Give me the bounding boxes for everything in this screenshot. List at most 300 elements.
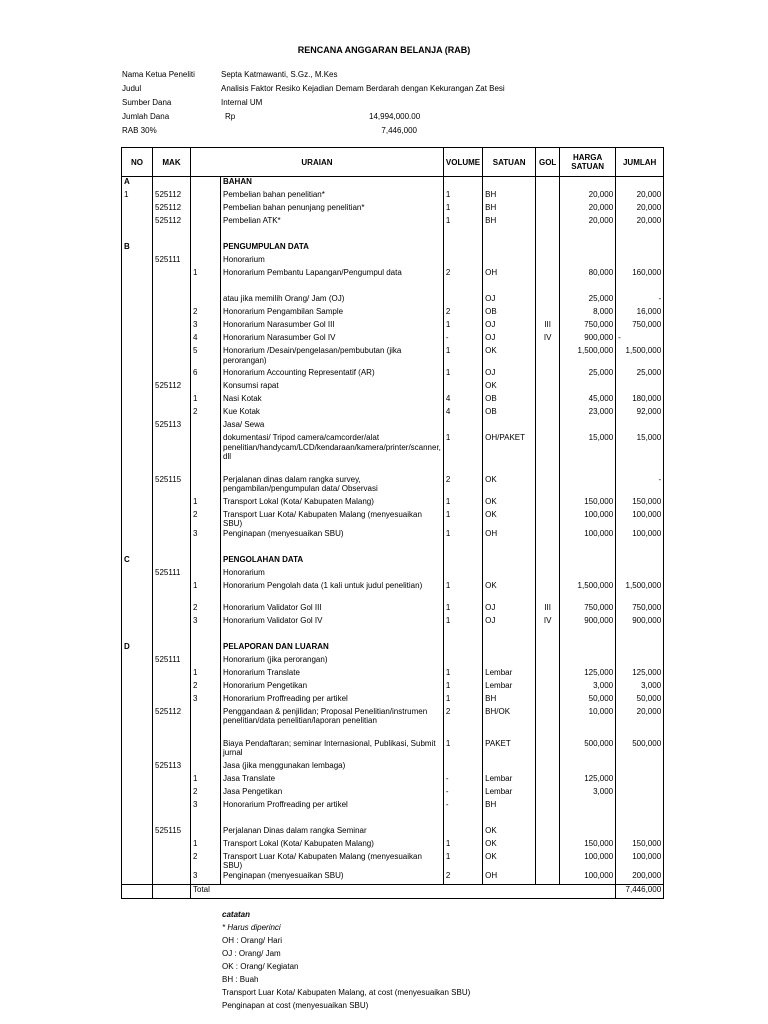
row-sub	[191, 177, 221, 191]
row-jumlah	[616, 761, 664, 774]
row-satuan	[483, 177, 536, 191]
row-gol	[536, 497, 560, 510]
row-mak	[153, 852, 191, 871]
table-row	[122, 555, 664, 568]
table-row	[122, 307, 664, 320]
row-satuan: OK	[483, 381, 536, 394]
row-no	[122, 333, 153, 346]
row-harga	[560, 255, 616, 268]
row-volume: 1	[443, 203, 482, 216]
row-sub: 1	[191, 394, 221, 407]
rab-value: 7,446,000	[381, 126, 417, 135]
row-sub	[191, 655, 221, 668]
row-harga	[560, 555, 616, 568]
row-satuan: Lembar	[483, 787, 536, 800]
row-harga: 1,500,000	[560, 581, 616, 603]
row-uraian	[221, 542, 444, 555]
row-satuan: PAKET	[483, 739, 536, 761]
row-mak	[153, 813, 191, 826]
row-no	[122, 542, 153, 555]
row-gol	[536, 707, 560, 739]
row-uraian: Jasa Translate	[221, 774, 444, 787]
row-harga: 1,500,000	[560, 346, 616, 368]
row-gol	[536, 177, 560, 191]
row-volume	[443, 555, 482, 568]
row-uraian: Penginapan (menyesuaikan SBU)	[221, 871, 444, 885]
table-total-row	[122, 884, 664, 898]
row-uraian: BAHAN	[221, 177, 444, 191]
row-no: C	[122, 555, 153, 568]
row-uraian: Honorarium Accounting Representatif (AR)	[221, 368, 444, 381]
row-no	[122, 320, 153, 333]
row-volume: 1	[443, 852, 482, 871]
info-row-rab	[122, 126, 542, 140]
row-satuan: BH	[483, 800, 536, 813]
row-jumlah: 100,000	[616, 529, 664, 542]
row-harga	[560, 542, 616, 555]
row-no	[122, 668, 153, 681]
row-jumlah: 160,000	[616, 268, 664, 281]
row-satuan	[483, 813, 536, 826]
row-volume	[443, 177, 482, 191]
row-satuan	[483, 761, 536, 774]
row-sub	[191, 475, 221, 497]
row-jumlah	[616, 229, 664, 242]
row-satuan: BH/OK	[483, 707, 536, 739]
row-no	[122, 433, 153, 462]
row-mak	[153, 694, 191, 707]
row-jumlah: 20,000	[616, 190, 664, 203]
row-no	[122, 268, 153, 281]
row-uraian: Honorarium Pengolah data (1 kali untuk judul penelitian)	[221, 581, 444, 603]
row-gol	[536, 655, 560, 668]
row-harga	[560, 800, 616, 813]
row-mak	[153, 681, 191, 694]
row-sub: 1	[191, 497, 221, 510]
row-mak: 525111	[153, 568, 191, 581]
row-sub	[191, 255, 221, 268]
row-mak	[153, 433, 191, 462]
header-jumlah: JUMLAH	[616, 148, 664, 177]
row-satuan: BH	[483, 203, 536, 216]
row-mak	[153, 642, 191, 655]
row-mak	[153, 307, 191, 320]
row-sub	[191, 203, 221, 216]
row-sub	[191, 813, 221, 826]
row-mak	[153, 407, 191, 420]
row-volume	[443, 761, 482, 774]
table-row	[122, 268, 664, 281]
row-volume: 1	[443, 320, 482, 333]
jumlah-label: Jumlah Dana	[122, 112, 170, 121]
row-mak	[153, 800, 191, 813]
row-harga	[560, 826, 616, 839]
row-sub: 2	[191, 407, 221, 420]
row-no	[122, 852, 153, 871]
table-row	[122, 346, 664, 368]
row-uraian	[221, 462, 444, 475]
row-uraian: Honorarium (jika perorangan)	[221, 655, 444, 668]
row-no	[122, 229, 153, 242]
row-no	[122, 307, 153, 320]
row-harga	[560, 177, 616, 191]
row-jumlah	[616, 568, 664, 581]
row-mak	[153, 268, 191, 281]
row-uraian: Honorarium Pengetikan	[221, 681, 444, 694]
total-blank	[153, 884, 191, 898]
row-mak	[153, 242, 191, 255]
row-uraian: Jasa/ Sewa	[221, 420, 444, 433]
row-harga	[560, 381, 616, 394]
row-no	[122, 294, 153, 307]
row-volume: 4	[443, 407, 482, 420]
table-row	[122, 629, 664, 642]
row-harga: 150,000	[560, 497, 616, 510]
row-mak	[153, 629, 191, 642]
row-uraian: Honorarium Translate	[221, 668, 444, 681]
row-satuan: Lembar	[483, 668, 536, 681]
table-row	[122, 420, 664, 433]
table-row	[122, 333, 664, 346]
row-harga: 80,000	[560, 268, 616, 281]
row-mak: 525115	[153, 475, 191, 497]
row-jumlah	[616, 281, 664, 294]
row-mak	[153, 542, 191, 555]
row-mak	[153, 368, 191, 381]
row-satuan: Lembar	[483, 681, 536, 694]
row-gol: IV	[536, 616, 560, 629]
document-title: RENCANA ANGGARAN BELANJA (RAB)	[297, 45, 471, 55]
row-uraian: PELAPORAN DAN LUARAN	[221, 642, 444, 655]
row-gol	[536, 294, 560, 307]
row-no	[122, 216, 153, 229]
row-no	[122, 203, 153, 216]
row-gol	[536, 268, 560, 281]
row-uraian: Transport Lokal (Kota/ Kabupaten Malang)	[221, 839, 444, 852]
row-jumlah	[616, 629, 664, 642]
row-uraian: Honorarium Narasumber Gol III	[221, 320, 444, 333]
row-gol	[536, 852, 560, 871]
header-satuan: SATUAN	[483, 148, 536, 177]
row-satuan: OJ	[483, 616, 536, 629]
row-no	[122, 655, 153, 668]
row-sub: 2	[191, 787, 221, 800]
row-sub: 1	[191, 668, 221, 681]
row-harga	[560, 642, 616, 655]
row-satuan: OB	[483, 307, 536, 320]
table-row	[122, 475, 664, 497]
row-no	[122, 581, 153, 603]
row-satuan	[483, 655, 536, 668]
row-satuan: OJ	[483, 333, 536, 346]
table-row	[122, 462, 664, 475]
row-uraian: Perjalanan dinas dalam rangka survey, pengambilan/pengumpulan data/ Observasi	[221, 475, 444, 497]
row-gol	[536, 255, 560, 268]
table-row	[122, 497, 664, 510]
row-harga: 50,000	[560, 694, 616, 707]
row-mak: 525111	[153, 255, 191, 268]
row-volume: 1	[443, 497, 482, 510]
row-no	[122, 381, 153, 394]
row-gol	[536, 800, 560, 813]
rab-label: RAB 30%	[122, 126, 157, 135]
row-sub: 3	[191, 616, 221, 629]
row-volume	[443, 462, 482, 475]
row-no	[122, 394, 153, 407]
row-satuan	[483, 255, 536, 268]
table-row	[122, 381, 664, 394]
table-row	[122, 681, 664, 694]
row-sub: 3	[191, 529, 221, 542]
row-mak: 525112	[153, 216, 191, 229]
table-row	[122, 568, 664, 581]
row-mak	[153, 320, 191, 333]
row-uraian: Pembelian ATK*	[221, 216, 444, 229]
row-sub: 1	[191, 268, 221, 281]
row-uraian: Nasi Kotak	[221, 394, 444, 407]
row-gol: III	[536, 320, 560, 333]
row-harga: 100,000	[560, 871, 616, 885]
row-sub: 6	[191, 368, 221, 381]
row-uraian: Perjalanan Dinas dalam rangka Seminar	[221, 826, 444, 839]
row-jumlah	[616, 555, 664, 568]
row-satuan: OK	[483, 475, 536, 497]
row-harga: 500,000	[560, 739, 616, 761]
row-uraian: Pembelian bahan penunjang penelitian*	[221, 203, 444, 216]
row-no	[122, 826, 153, 839]
row-satuan: BH	[483, 190, 536, 203]
row-volume: -	[443, 800, 482, 813]
row-mak	[153, 555, 191, 568]
table-row	[122, 707, 664, 739]
row-volume: 1	[443, 681, 482, 694]
row-uraian: PENGUMPULAN DATA	[221, 242, 444, 255]
row-sub	[191, 242, 221, 255]
row-uraian: Biaya Pendaftaran; seminar Internasional, Publikasi, Submit jurnal	[221, 739, 444, 761]
row-harga: 3,000	[560, 787, 616, 800]
note-item: OJ : Orang/ Jam	[222, 949, 281, 958]
row-gol	[536, 542, 560, 555]
row-gol	[536, 433, 560, 462]
row-volume	[443, 294, 482, 307]
row-uraian	[221, 813, 444, 826]
total-value: 7,446,000	[616, 884, 664, 898]
row-harga	[560, 281, 616, 294]
row-mak: 525113	[153, 420, 191, 433]
table-row	[122, 839, 664, 852]
table-row	[122, 668, 664, 681]
row-harga: 750,000	[560, 603, 616, 616]
row-sub: 5	[191, 346, 221, 368]
row-gol	[536, 203, 560, 216]
row-gol	[536, 229, 560, 242]
row-volume	[443, 255, 482, 268]
row-uraian	[221, 629, 444, 642]
row-satuan: OK	[483, 497, 536, 510]
row-volume: -	[443, 787, 482, 800]
row-gol	[536, 368, 560, 381]
jumlah-currency: Rp	[225, 112, 236, 121]
row-gol	[536, 668, 560, 681]
row-uraian: Honorarium Validator Gol III	[221, 603, 444, 616]
row-satuan: OB	[483, 407, 536, 420]
row-volume: 1	[443, 346, 482, 368]
row-no	[122, 629, 153, 642]
note-item: * Harus diperinci	[222, 923, 281, 932]
row-sub: 1	[191, 581, 221, 603]
row-jumlah	[616, 462, 664, 475]
row-satuan: OK	[483, 510, 536, 529]
row-sub	[191, 462, 221, 475]
row-harga: 125,000	[560, 668, 616, 681]
row-mak	[153, 839, 191, 852]
row-sub: 2	[191, 307, 221, 320]
row-volume: -	[443, 333, 482, 346]
row-volume: 1	[443, 739, 482, 761]
row-jumlah: 100,000	[616, 852, 664, 871]
row-sub	[191, 629, 221, 642]
row-no: 1	[122, 190, 153, 203]
row-jumlah	[616, 542, 664, 555]
row-harga: 100,000	[560, 852, 616, 871]
row-sub	[191, 739, 221, 761]
row-harga: 25,000	[560, 294, 616, 307]
row-mak	[153, 346, 191, 368]
row-sub	[191, 190, 221, 203]
row-jumlah: 15,000	[616, 433, 664, 462]
row-gol	[536, 407, 560, 420]
row-no	[122, 694, 153, 707]
row-mak	[153, 462, 191, 475]
row-mak: 525112	[153, 381, 191, 394]
row-no	[122, 707, 153, 739]
row-volume: 2	[443, 307, 482, 320]
row-gol	[536, 346, 560, 368]
row-satuan: OH	[483, 268, 536, 281]
row-no	[122, 346, 153, 368]
row-jumlah: 900,000	[616, 616, 664, 629]
ketua-value: Septa Katmawanti, S.Gz., M.Kes	[221, 70, 338, 79]
row-volume	[443, 813, 482, 826]
row-gol	[536, 694, 560, 707]
row-satuan: OK	[483, 852, 536, 871]
row-harga: 900,000	[560, 333, 616, 346]
table-header-row	[122, 148, 664, 177]
row-volume: 1	[443, 216, 482, 229]
row-no	[122, 462, 153, 475]
row-uraian: Transport Luar Kota/ Kabupaten Malang (menyesuaikan SBU)	[221, 852, 444, 871]
row-gol	[536, 420, 560, 433]
table-row	[122, 433, 664, 462]
row-gol	[536, 281, 560, 294]
row-jumlah: 500,000	[616, 739, 664, 761]
row-sub: 3	[191, 800, 221, 813]
row-gol	[536, 190, 560, 203]
row-uraian: Konsumsi rapat	[221, 381, 444, 394]
budget-table	[121, 147, 664, 899]
project-info	[122, 70, 542, 140]
row-volume	[443, 826, 482, 839]
row-satuan: OK	[483, 826, 536, 839]
row-mak	[153, 510, 191, 529]
row-volume: 1	[443, 529, 482, 542]
row-volume: 1	[443, 694, 482, 707]
row-satuan: BH	[483, 216, 536, 229]
row-gol	[536, 871, 560, 885]
info-row-jumlah	[122, 112, 542, 126]
row-sub: 2	[191, 603, 221, 616]
row-satuan: OJ	[483, 603, 536, 616]
row-gol	[536, 581, 560, 603]
table-row	[122, 761, 664, 774]
row-sub	[191, 381, 221, 394]
row-harga	[560, 629, 616, 642]
table-row	[122, 394, 664, 407]
row-sub: 3	[191, 320, 221, 333]
row-volume: 1	[443, 190, 482, 203]
row-sub: 2	[191, 510, 221, 529]
table-row	[122, 774, 664, 787]
table-row	[122, 203, 664, 216]
row-gol	[536, 307, 560, 320]
row-satuan	[483, 462, 536, 475]
row-no	[122, 407, 153, 420]
row-volume: -	[443, 774, 482, 787]
row-harga: 8,000	[560, 307, 616, 320]
row-satuan	[483, 420, 536, 433]
info-row-judul	[122, 84, 542, 98]
row-sub	[191, 229, 221, 242]
row-harga	[560, 242, 616, 255]
row-gol	[536, 381, 560, 394]
row-volume: 1	[443, 616, 482, 629]
note-item: Penginapan at cost (menyesuaikan SBU)	[222, 1001, 369, 1010]
row-volume: 1	[443, 668, 482, 681]
row-jumlah: -	[616, 294, 664, 307]
row-uraian: Honorarium Pengambilan Sample	[221, 307, 444, 320]
row-gol	[536, 642, 560, 655]
row-no	[122, 497, 153, 510]
judul-value: Analisis Faktor Resiko Kejadian Demam Berdarah dengan Kekurangan Zat Besi	[221, 84, 505, 93]
row-uraian: Penginapan (menyesuaikan SBU)	[221, 529, 444, 542]
row-gol	[536, 774, 560, 787]
row-harga: 20,000	[560, 216, 616, 229]
row-volume	[443, 242, 482, 255]
row-mak: 525113	[153, 761, 191, 774]
row-volume	[443, 655, 482, 668]
row-no	[122, 774, 153, 787]
row-jumlah: 3,000	[616, 681, 664, 694]
row-volume: 2	[443, 707, 482, 739]
row-mak	[153, 333, 191, 346]
row-satuan: OJ	[483, 368, 536, 381]
row-jumlah: 125,000	[616, 668, 664, 681]
row-mak: 525111	[153, 655, 191, 668]
row-sub	[191, 294, 221, 307]
table-row	[122, 368, 664, 381]
row-satuan: OJ	[483, 294, 536, 307]
row-harga	[560, 655, 616, 668]
table-row	[122, 177, 664, 191]
row-mak	[153, 394, 191, 407]
row-uraian: Honorarium Proffreading per artikel	[221, 694, 444, 707]
row-no: B	[122, 242, 153, 255]
row-no	[122, 568, 153, 581]
row-satuan: OH	[483, 871, 536, 885]
row-sub: 3	[191, 871, 221, 885]
table-row	[122, 255, 664, 268]
row-harga: 15,000	[560, 433, 616, 462]
